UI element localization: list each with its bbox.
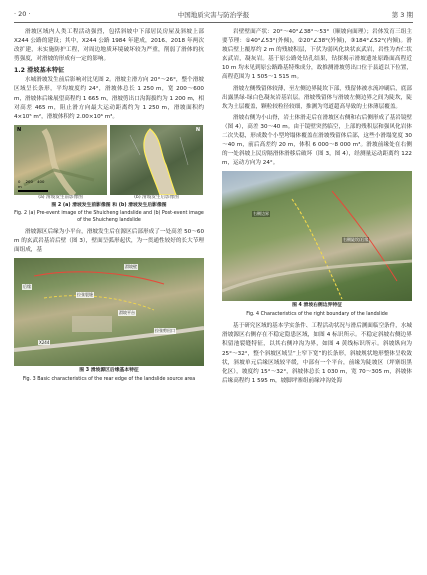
paragraph: 滑坡右侧为小山脊，岩土体滑走后在滑坡区右侧和右后侧形成了基岩镜壁（图 4），高差 30～40 m。由于镜壁突然临空，上部的残积层和强风化岩体二次失稳，形成数个小型垮塌体覆盖在滑坡残留体后部，这些小滑塌宽度 30～40 m，前后高差约 20 m，体积 6 000～8 000 m³。滑坡前缘处在右侧的一处斜坡上民房隔滑体滑移后破坏（图 3，图 4），经测量运动距离约 122 m，运动方向为 24°。 bbox=[222, 114, 413, 167]
label-right-boundary: 右侧边界 bbox=[253, 211, 269, 217]
label-road-x244: X244 bbox=[39, 340, 50, 346]
paragraph: 岩壁壁面产状：20°～40°∠38°～53°（顺坡向面理）；岩体发育三组主要节理：①40°∠53°(外倾)，②20°∠38°(外倾)，③184°∠52°(内倾)。滑坡后壁上覆厚约 2 m 的残坡积层，下伏为弱风化块状玄武岩，岩性为杏仁状玄武岩，凝灰岩。基于原公路处钻孔结果，钻探揭示滑坡遗址原路面高程近 10 m 均未见到原公路路基特殊成分，故推测滑坡剪出口位于县道以下位置，高程范围为 1 505～1 515 m。 bbox=[222, 29, 412, 81]
label-tension-crack: 拉张裂缝 bbox=[77, 292, 93, 298]
figure-2b-subcaption: (b) 滑坡发生后影像图 bbox=[134, 194, 179, 200]
running-header bbox=[14, 8, 413, 23]
landslide-outline bbox=[110, 125, 203, 195]
figure-2-caption-cn: 图 2 (a) 滑坡发生前影像图 和 (b) 滑坡发生后影像图 bbox=[51, 202, 167, 208]
figure-4-image bbox=[222, 171, 412, 301]
figure-2a-subcaption: (a) 滑坡发生前影像图 bbox=[38, 194, 83, 200]
figure-2-caption-en: Fig. 2 (a) Pre-event image of the Shuicheng landslide and (b) Post-event image of the Shuicheng landslide bbox=[14, 211, 204, 223]
label-shear-outlet: 拉张剪出口 bbox=[155, 328, 175, 334]
paragraph: 基于研究区域的基本学实条件、工程活动状况与滑后测面临空条件，水城滑坡源区右侧存在不稳定隐患区域，如图 4 标识所示。不稳定斜坡右侧边界积留池裂缝特征，以其右侧冲沟为界，如图 4 黄线标识所示。斜坡纵向为 25°～32°，整个斜坡区域呈“上窄下宽”的长条形，斜坡规状地形整体呈收敛状，斜坡单元后缘区域较平缓，中部有一个平台，前缘为陡坡区（坪寨组黑化区），坡度约 15°～32°，斜坡体总长 1 030 m，宽 70～305 m，斜坡体后缘高程约 1 595 m，坡脚坪寨组前缘冲沟处海 bbox=[222, 323, 413, 384]
left-column bbox=[14, 28, 204, 383]
figure-2b-panel bbox=[110, 125, 203, 201]
label-rear-edge: 后缘 bbox=[23, 284, 31, 290]
north-arrow: N bbox=[17, 126, 22, 133]
figure-3-image bbox=[14, 258, 204, 366]
figure-3-caption-en: Fig. 3 Basic characteristics of the rear edge of the landslide source area bbox=[22, 376, 196, 382]
figure-2 bbox=[14, 125, 204, 201]
journal-title: 中国地质灾害与防治学报 bbox=[177, 11, 250, 19]
figure-3-annotations bbox=[14, 258, 204, 366]
issue-number: 第 3 期 bbox=[391, 11, 413, 19]
label-landslide-platform: 滑坡平台 bbox=[119, 310, 135, 316]
paragraph: 滑坡区域内人类工程活动强烈，包括斜坡中下部居民房屋及斜坡上部 X244 公路的建设；其中，X244 公路 1984 年建成，2016、2018 年两次改扩建，未实施防护工程，对周边地质环境破坏较为严重，削弱了滑体的抗剪强度，对滑坡的形成有一定的影响。 bbox=[14, 29, 204, 63]
paragraph: 滑坡左侧残留体较薄，至左侧边界陡坎下部，残留体被水流冲刷后，底部出露黑绿-绿白色凝灰岩基岩层。滑坡残留体与滑坡左侧边界之间为陡坎，陡坎为土层覆盖，颗粒较粒径较细，推测为弯道超高导致的土体薄层覆盖。 bbox=[222, 85, 413, 110]
page-number: · 20 · bbox=[14, 10, 31, 18]
north-arrow: N bbox=[195, 126, 200, 133]
figure-4-annotations bbox=[222, 171, 412, 301]
right-column bbox=[222, 28, 412, 388]
section-heading: 1.2 滑坡基本特征 bbox=[14, 67, 65, 75]
label-landslide-wall: 滑坡壁 bbox=[125, 264, 137, 270]
pre-event-image bbox=[14, 125, 107, 195]
label-right-scarp: 右侧陡坎/后缘 bbox=[343, 237, 369, 243]
scale-bar: 0 200 400 m bbox=[18, 179, 48, 192]
post-event-image bbox=[110, 125, 203, 195]
figure-2a-panel bbox=[14, 125, 107, 201]
paragraph: 滑坡源区后缘为小平台，滑坡发生后在源区后部形成了一处高差 50～60 m 的玄武岩基岩后壁（图 3），壁面呈弧形起伏，为一贯通性较好的长大节理面组成，基 bbox=[14, 229, 204, 254]
figure-4-caption-cn: 图 4 滑坡右侧边界特征 bbox=[292, 303, 342, 309]
figure-3-caption-cn: 图 3 滑坡源区后缘基本特征 bbox=[79, 368, 139, 374]
paragraph: 水城滑坡发生前后影响对比见图 2。滑坡主滑方向 20°～26°，整个滑坡区域呈长条形，平均坡度约 24°，滑坡体总长 1 250 m，宽 200～600 m，滑坡体后缘展望高程约 1 665 m，滑坡剪出口沟海拔约为 1 200 m，相对高差 465 m，阻止滑方向最大运动距离约为 1 250 m，滑坡面积约 4×10⁵ m²，滑坡体积约 2.00×10⁶ m³。 bbox=[14, 77, 204, 120]
figure-4-caption-en: Fig. 4 Characteristics of the right boundary of the landslide bbox=[246, 311, 388, 317]
